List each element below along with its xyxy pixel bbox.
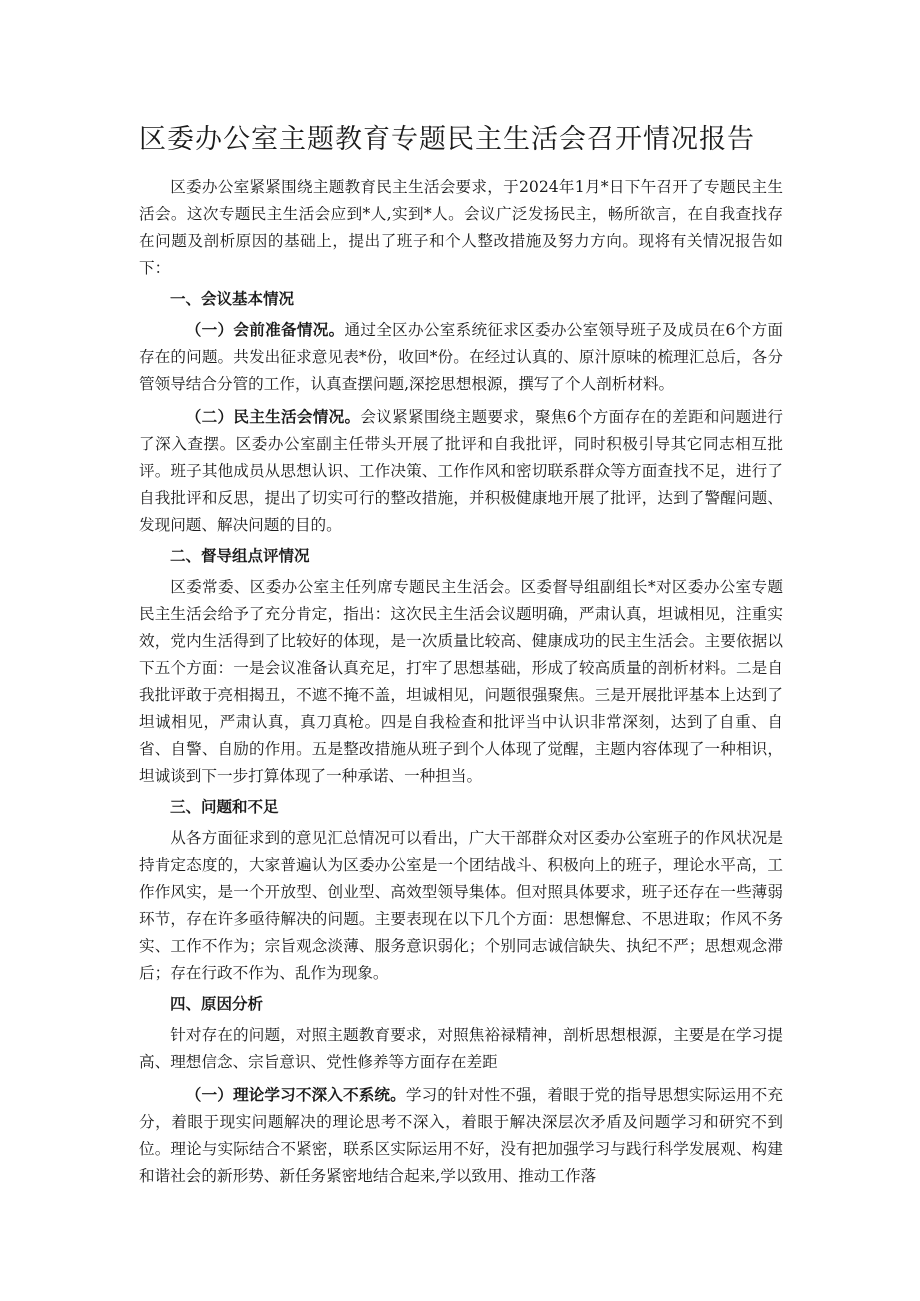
section-3-heading: 三、问题和不足 (170, 798, 279, 816)
section-1-heading: 一、会议基本情况 (170, 290, 295, 308)
section-1-item-2-label: （二）民主生活会情况。 (185, 408, 361, 426)
section-4-item-1 (139, 1082, 783, 1190)
section-1-item-2 (139, 404, 783, 539)
section-1-item-2-text: 会议紧紧围绕主题要求，聚焦6个方面存在的差距和问题进行了深入查摆。区委办公室副主任带头开展了批评和自我批评，同时积极引导其它同志相互批评。班子其他成员从思想认识、工作决策、工作作风和密切联系群众等方面查找不足，进行了自我批评和反思，提出了切实可行的整改措施，并积极健康地开展了批评，达到了警醒问题、发现问题、解决问题的目的。 (139, 408, 783, 534)
section-2-paragraph: 区委常委、区委办公室主任列席专题民主生活会。区委督导组副组长*对区委办公室专题民主生活会给予了充分肯定，指出：这次民主生活会议题明确，严肃认真，坦诚相见，注重实效，党内生活得到了比较好的体现，是一次质量比较高、健康成功的民主生活会。主要依据以下五个方面：一是会议准备认真充足，打牢了思想基础，形成了较高质量的剖析材料。二是自我批评敢于亮相揭丑，不遮不掩不盖，坦诚相见，问题很强聚焦。三是开展批评基本上达到了坦诚相见，严肃认真，真刀真枪。四是自我检查和批评当中认识非常深刻，达到了自重、自省、自警、自励的作用。五是整改措施从班子到个人体现了觉醒，主题内容体现了一种相识，坦诚谈到下一步打算体现了一种承诺、一种担当。 (139, 578, 783, 785)
section-4-item-1-text: 学习的针对性不强，着眼于党的指导思想实际运用不充分，着眼于现实问题解决的理论思考不深入，着眼于解决深层次矛盾及问题学习和研究不到位。理论与实际结合不紧密，联系区实际运用不好，没有把加强学习与践行科学发展观、构建和谐社会的新形势、新任务紧密地结合起来,学以致用、推动工作落 (139, 1086, 783, 1185)
intro-paragraph: 区委办公室紧紧围绕主题教育民主生活会要求，于2024年1月*日下午召开了专题民主生活会。这次专题民主生活会应到*人,实到*人。会议广泛发扬民主，畅所欲言，在自我查找存在问题及剖析原因的基础上，提出了班子和个人整改措施及努力方向。现将有关情况报告如下： (139, 178, 783, 277)
section-1-item-1-text: 通过全区办公室系统征求区委办公室领导班子及成员在6个方面存在的问题。共发出征求意见表*份，收回*份。在经过认真的、原汁原味的梳理汇总后，各分管领导结合分管的工作，认真查摆问题,深挖思想根源，撰写了个人剖析材料。 (139, 321, 783, 393)
section-4-heading: 四、原因分析 (170, 995, 264, 1013)
section-4-paragraph: 针对存在的问题，对照主题教育要求，对照焦裕禄精神，剖析思想根源，主要是在学习提高、理想信念、宗旨意识、党性修养等方面存在差距 (139, 1026, 783, 1071)
document-body (139, 120, 783, 1190)
section-1-item-1-label: （一）会前准备情况。 (185, 321, 345, 339)
section-1-item-1 (139, 317, 783, 398)
document-title: 区委办公室主题教育专题民主生活会召开情况报告 (139, 124, 755, 155)
section-4-item-1-label: （一）理论学习不深入不系统。 (185, 1086, 406, 1104)
section-3-paragraph: 从各方面征求到的意见汇总情况可以看出，广大干部群众对区委办公室班子的作风状况是持肯定态度的，大家普遍认为区委办公室是一个团结战斗、积极向上的班子，理论水平高，工作作风实，是一个开放型、创业型、高效型领导集体。但对照具体要求，班子还存在一些薄弱环节，存在许多亟待解决的问题。主要表现在以下几个方面：思想懈怠、不思进取；作风不务实、工作不作为；宗旨观念淡薄、服务意识弱化；个别同志诚信缺失、执纪不严；思想观念滞后；存在行政不作为、乱作为现象。 (139, 829, 783, 982)
section-2-heading: 二、督导组点评情况 (170, 547, 310, 565)
